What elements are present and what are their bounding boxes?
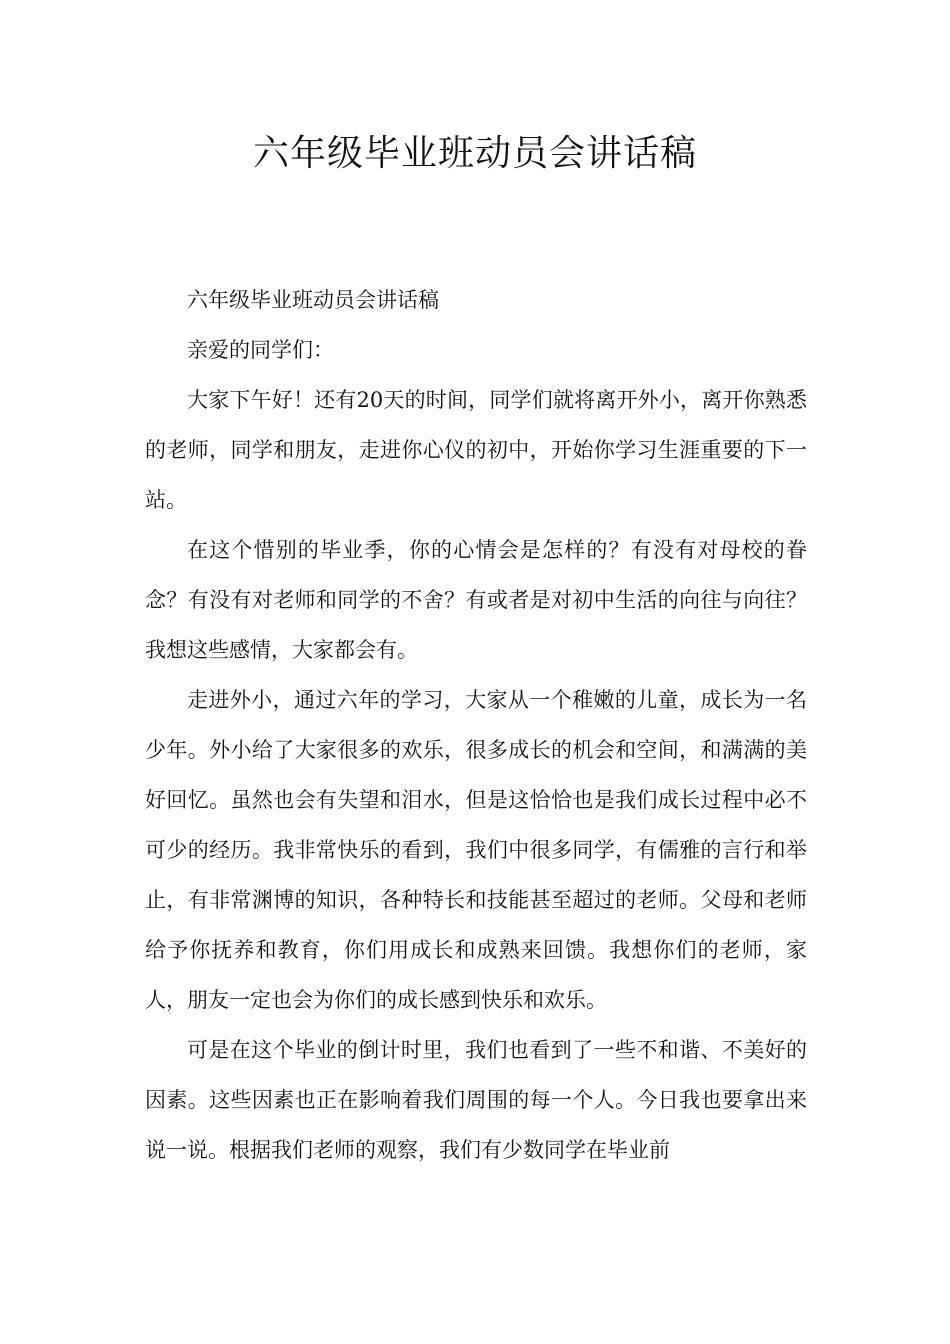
paragraph: 大家下午好！还有20天的时间，同学们就将离开外小，离开你熟悉的老师，同学和朋友，走进你心仪的初中，开始你学习生涯重要的下一站。 [145,388,807,512]
paragraph: 可是在这个毕业的倒计时里，我们也看到了一些不和谐、不美好的因素。这些因素也正在影响着我们周围的每一个人。今日我也要拿出来说一说。根据我们老师的观察，我们有少数同学在毕业前 [145,1038,807,1162]
paragraph: 在这个惜别的毕业季，你的心情会是怎样的？有没有对母校的眷念？有没有对老师和同学的不舍？有或者是对初中生活的向往与向往？我想这些感情，大家都会有。 [145,538,807,662]
document-title: 六年级毕业班动员会讲话稿 [252,133,697,174]
paragraph-salutation: 亲爱的同学们： [187,338,334,362]
paragraph-heading: 六年级毕业班动员会讲话稿 [187,288,439,312]
document-body [145,275,807,1175]
paragraph: 走进外小，通过六年的学习，大家从一个稚嫩的儿童，成长为一名少年。外小给了大家很多的欢乐，很多成长的机会和空间，和满满的美好回忆。虽然也会有失望和泪水，但是这恰恰也是我们成长过程中必不可少的经历。我非常快乐的看到，我们中很多同学，有儒雅的言行和举止，有非常渊博的知识，各种特长和技能甚至超过的老师。父母和老师给予你抚养和教育，你们用成长和成熟来回馈。我想你们的老师，家人，朋友一定也会为你们的成长感到快乐和欢乐。 [145,688,807,1012]
